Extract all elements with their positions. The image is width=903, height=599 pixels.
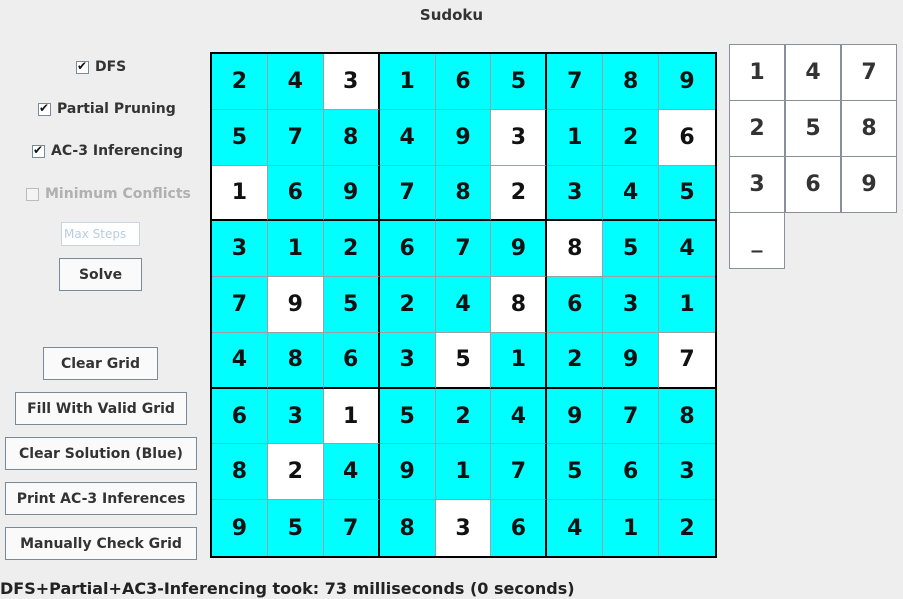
- grid-cell[interactable]: 3: [603, 277, 659, 333]
- grid-cell[interactable]: 3: [659, 444, 715, 500]
- grid-cell[interactable]: 1: [380, 54, 436, 110]
- grid-cell[interactable]: 1: [491, 333, 547, 389]
- partial-pruning-check-box[interactable]: [38, 103, 51, 116]
- grid-cell[interactable]: 2: [491, 166, 547, 222]
- grid-cell[interactable]: 1: [659, 277, 715, 333]
- grid-cell[interactable]: 6: [212, 389, 268, 445]
- ac3-check-box[interactable]: [32, 145, 45, 158]
- grid-cell[interactable]: 8: [212, 444, 268, 500]
- dfs-check-box[interactable]: [76, 61, 89, 74]
- keypad-key[interactable]: 2: [729, 100, 785, 157]
- grid-cell[interactable]: 5: [268, 500, 324, 556]
- grid-cell[interactable]: 5: [380, 389, 436, 445]
- grid-cell[interactable]: 8: [659, 389, 715, 445]
- grid-cell[interactable]: 2: [212, 54, 268, 110]
- keypad-key[interactable]: 6: [785, 156, 841, 213]
- grid-cell[interactable]: 4: [547, 500, 603, 556]
- partial-pruning-checkbox[interactable]: [38, 101, 176, 117]
- grid-cell[interactable]: 1: [324, 389, 380, 445]
- grid-cell[interactable]: 2: [659, 500, 715, 556]
- grid-cell[interactable]: 8: [380, 500, 436, 556]
- grid-cell[interactable]: 9: [659, 54, 715, 110]
- grid-cell[interactable]: 2: [324, 221, 380, 277]
- grid-cell[interactable]: 7: [659, 333, 715, 389]
- grid-cell[interactable]: 2: [547, 333, 603, 389]
- sudoku-grid: [210, 52, 717, 558]
- grid-cell[interactable]: 6: [547, 277, 603, 333]
- min-conflicts-checkbox: [26, 186, 191, 202]
- status-text: DFS+Partial+AC3-Inferencing took: 73 milliseconds (0 seconds): [0, 579, 575, 598]
- grid-cell[interactable]: 5: [436, 333, 492, 389]
- grid-cell[interactable]: 7: [324, 500, 380, 556]
- min-conflicts-check-box: [26, 188, 39, 201]
- keypad-key[interactable]: 5: [785, 100, 841, 157]
- grid-cell[interactable]: 1: [603, 500, 659, 556]
- grid-cell[interactable]: 6: [268, 166, 324, 222]
- grid-cell[interactable]: 3: [547, 166, 603, 222]
- grid-cell[interactable]: 7: [212, 277, 268, 333]
- grid-cell[interactable]: 4: [603, 166, 659, 222]
- grid-cell[interactable]: 4: [268, 54, 324, 110]
- grid-cell[interactable]: 2: [268, 444, 324, 500]
- grid-cell[interactable]: 3: [491, 110, 547, 166]
- grid-cell[interactable]: 5: [212, 110, 268, 166]
- grid-cell[interactable]: 9: [380, 444, 436, 500]
- grid-cell[interactable]: 9: [324, 166, 380, 222]
- grid-cell[interactable]: 6: [659, 110, 715, 166]
- grid-cell[interactable]: 5: [324, 277, 380, 333]
- window-title: Sudoku: [419, 6, 484, 24]
- grid-cell[interactable]: 6: [436, 54, 492, 110]
- grid-cell[interactable]: 1: [547, 110, 603, 166]
- grid-cell[interactable]: 5: [547, 444, 603, 500]
- grid-cell[interactable]: 7: [436, 221, 492, 277]
- dfs-label: DFS: [95, 59, 127, 75]
- grid-cell[interactable]: 5: [603, 221, 659, 277]
- ac3-checkbox[interactable]: [32, 143, 183, 159]
- grid-cell[interactable]: 1: [212, 166, 268, 222]
- grid-cell[interactable]: 9: [547, 389, 603, 445]
- grid-cell[interactable]: 4: [491, 389, 547, 445]
- grid-cell[interactable]: 7: [268, 110, 324, 166]
- fill-valid-grid-button[interactable]: Fill With Valid Grid: [15, 392, 187, 425]
- number-keypad: [729, 44, 897, 269]
- grid-cell[interactable]: 3: [268, 389, 324, 445]
- keypad-key[interactable]: 8: [841, 100, 897, 157]
- partial-pruning-label: Partial Pruning: [57, 101, 176, 117]
- grid-cell[interactable]: 5: [491, 54, 547, 110]
- keypad-key[interactable]: 3: [729, 156, 785, 213]
- grid-cell[interactable]: 6: [324, 333, 380, 389]
- keypad-key[interactable]: 4: [785, 44, 841, 101]
- grid-cell[interactable]: 8: [547, 221, 603, 277]
- grid-cell[interactable]: 4: [212, 333, 268, 389]
- dfs-checkbox[interactable]: [76, 59, 126, 75]
- grid-cell[interactable]: 3: [436, 500, 492, 556]
- grid-cell[interactable]: 2: [436, 389, 492, 445]
- grid-cell[interactable]: 3: [380, 333, 436, 389]
- grid-cell[interactable]: 4: [380, 110, 436, 166]
- grid-cell[interactable]: 9: [212, 500, 268, 556]
- grid-cell[interactable]: 9: [436, 110, 492, 166]
- grid-cell[interactable]: 7: [380, 166, 436, 222]
- grid-cell[interactable]: 8: [491, 277, 547, 333]
- grid-cell[interactable]: 8: [436, 166, 492, 222]
- grid-cell[interactable]: 4: [324, 444, 380, 500]
- grid-cell[interactable]: 7: [603, 389, 659, 445]
- print-ac3-button[interactable]: Print AC-3 Inferences: [5, 482, 197, 515]
- grid-cell[interactable]: 4: [436, 277, 492, 333]
- grid-cell[interactable]: 1: [268, 221, 324, 277]
- grid-cell[interactable]: 2: [380, 277, 436, 333]
- max-steps-input[interactable]: [61, 222, 140, 246]
- grid-cell[interactable]: 3: [324, 54, 380, 110]
- grid-cell[interactable]: 9: [603, 333, 659, 389]
- grid-cell[interactable]: 6: [491, 500, 547, 556]
- min-conflicts-label: Minimum Conflicts: [45, 186, 191, 202]
- grid-cell[interactable]: 1: [436, 444, 492, 500]
- grid-cell[interactable]: 8: [324, 110, 380, 166]
- grid-cell[interactable]: 8: [268, 333, 324, 389]
- keypad-key[interactable]: _: [729, 212, 785, 269]
- keypad-key[interactable]: 1: [729, 44, 785, 101]
- grid-cell[interactable]: 8: [603, 54, 659, 110]
- grid-cell[interactable]: 5: [659, 166, 715, 222]
- grid-cell[interactable]: 6: [380, 221, 436, 277]
- grid-cell[interactable]: 7: [491, 444, 547, 500]
- ac3-label: AC-3 Inferencing: [51, 143, 184, 159]
- keypad-key[interactable]: 7: [841, 44, 897, 101]
- grid-cell[interactable]: 9: [268, 277, 324, 333]
- solve-button[interactable]: Solve: [59, 258, 142, 291]
- clear-solution-button[interactable]: Clear Solution (Blue): [5, 437, 197, 470]
- clear-grid-button[interactable]: Clear Grid: [43, 347, 158, 380]
- grid-cell[interactable]: 7: [547, 54, 603, 110]
- grid-cell[interactable]: 3: [212, 221, 268, 277]
- grid-cell[interactable]: 9: [491, 221, 547, 277]
- manually-check-grid-button[interactable]: Manually Check Grid: [5, 527, 197, 560]
- grid-cell[interactable]: 2: [603, 110, 659, 166]
- grid-cell[interactable]: 6: [603, 444, 659, 500]
- grid-cell[interactable]: 4: [659, 221, 715, 277]
- keypad-key[interactable]: 9: [841, 156, 897, 213]
